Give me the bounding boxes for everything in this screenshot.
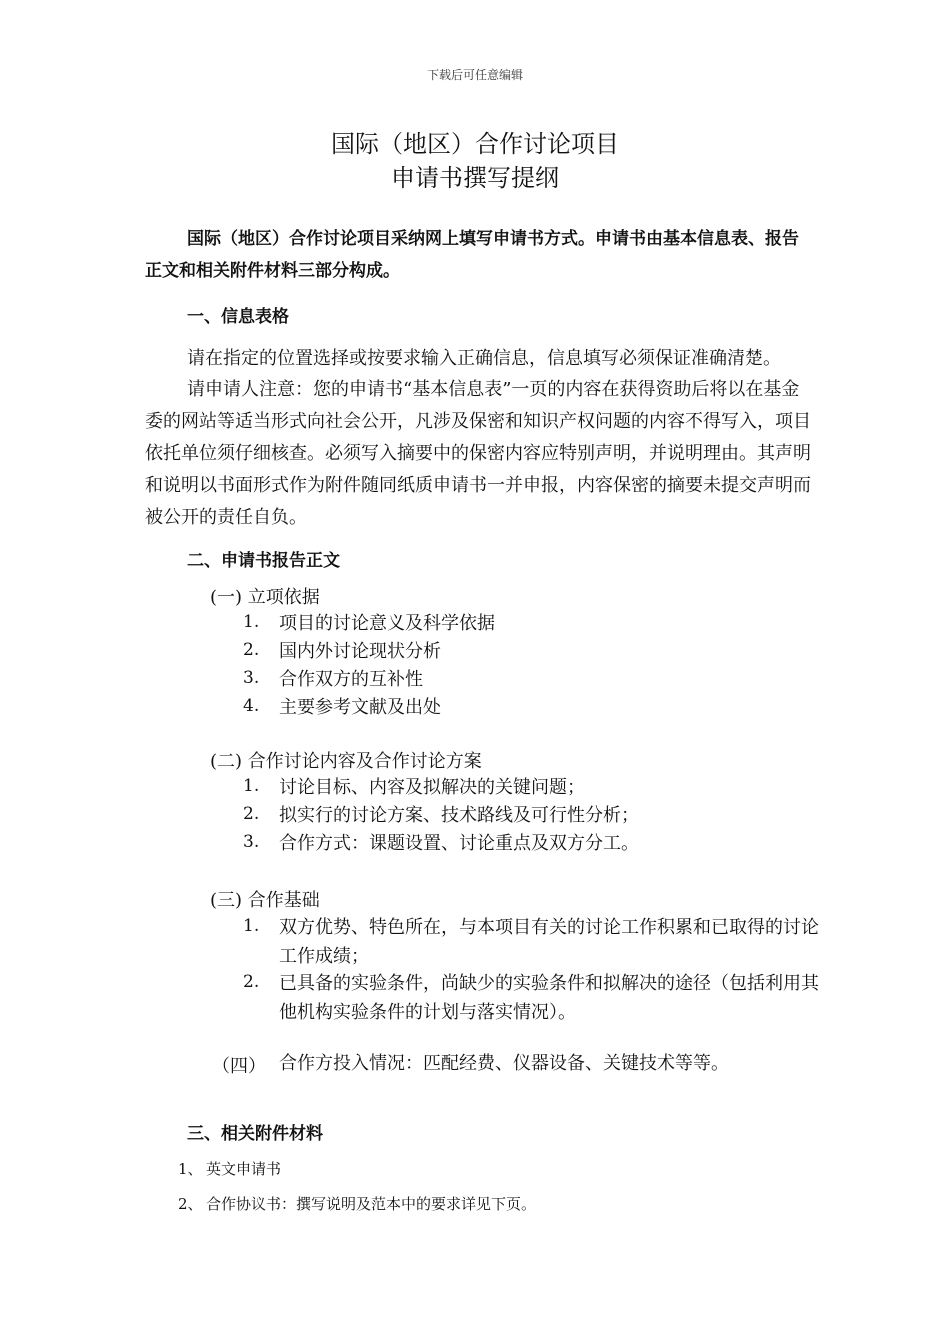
attachment-number: 1、 <box>178 1160 203 1178</box>
intro-paragraph: 国际（地区）合作讨论项目采纳网上填写申请书方式。申请书由基本信息表、报告正文和相关附件材料三部分构成。 <box>145 229 799 281</box>
section1-paragraph2: 请申请人注意：您的申请书“基本信息表”一页的内容在获得资助后将以在基金委的网站等适当形式向社会公开，凡涉及保密和知识产权问题的内容不得写入，项目依托单位须仔细核查。必须写入摘要中的保密内容应特别声明，并说明理由。其声明和说明以书面形式作为附件随同纸质申请书一并申报，内容保密的摘要未提交声明而被公开的责任自负。 <box>145 379 811 528</box>
list-item-number: 2. <box>243 640 260 660</box>
subsection4-label: （四） <box>212 1056 266 1077</box>
list-item-text: 双方优势、特色所在，与本项目有关的讨论工作积累和已取得的讨论工作成绩； <box>279 917 819 967</box>
section2-heading: 二、申请书报告正文 <box>187 551 340 571</box>
list-item-text: 拟实行的讨论方案、技术路线及可行性分析； <box>279 805 639 826</box>
subsection4-text: 合作方投入情况：匹配经费、仪器设备、关键技术等等。 <box>279 1053 729 1074</box>
list-item-text: 讨论目标、内容及拟解决的关键问题； <box>279 777 585 798</box>
list-item-text: 已具备的实验条件，尚缺少的实验条件和拟解决的途径（包括利用其他机构实验条件的计划与落实情况）。 <box>279 973 819 1023</box>
subsection2-label: (二) 合作讨论内容及合作讨论方案 <box>210 751 482 772</box>
attachment-item <box>178 1158 281 1179</box>
subsection3-label: (三) 合作基础 <box>210 890 320 911</box>
attachment-text: 英文申请书 <box>206 1160 282 1178</box>
attachment-item <box>178 1193 536 1214</box>
list-item-text: 国内外讨论现状分析 <box>279 641 441 662</box>
document-title: 国际（地区）合作讨论项目 <box>331 130 619 158</box>
list-item-number: 2. <box>243 972 260 992</box>
list-item-number: 1. <box>243 612 260 632</box>
list-item-number: 4. <box>243 696 260 716</box>
list-item-text: 项目的讨论意义及科学依据 <box>279 613 495 634</box>
header-note: 下载后可任意编辑 <box>426 68 523 82</box>
list-item-number: 2. <box>243 804 260 824</box>
subsection1-label: (一) 立项依据 <box>210 587 320 608</box>
attachment-text: 合作协议书：撰写说明及范本中的要求详见下页。 <box>206 1195 537 1213</box>
section3-heading: 三、相关附件材料 <box>187 1124 323 1144</box>
list-item-text: 合作双方的互补性 <box>279 669 423 690</box>
attachment-number: 2、 <box>178 1195 203 1213</box>
section1-paragraph1: 请在指定的位置选择或按要求输入正确信息，信息填写必须保证准确清楚。 <box>187 348 781 369</box>
document-subtitle: 申请书撰写提纲 <box>391 164 559 192</box>
list-item-text: 主要参考文献及出处 <box>279 697 441 718</box>
section1-heading: 一、信息表格 <box>187 307 289 327</box>
list-item-number: 1. <box>243 776 260 796</box>
list-item-number: 3. <box>243 832 260 852</box>
list-item-text: 合作方式：课题设置、讨论重点及双方分工。 <box>279 833 639 854</box>
list-item-number: 3. <box>243 668 260 688</box>
list-item-number: 1. <box>243 916 260 936</box>
